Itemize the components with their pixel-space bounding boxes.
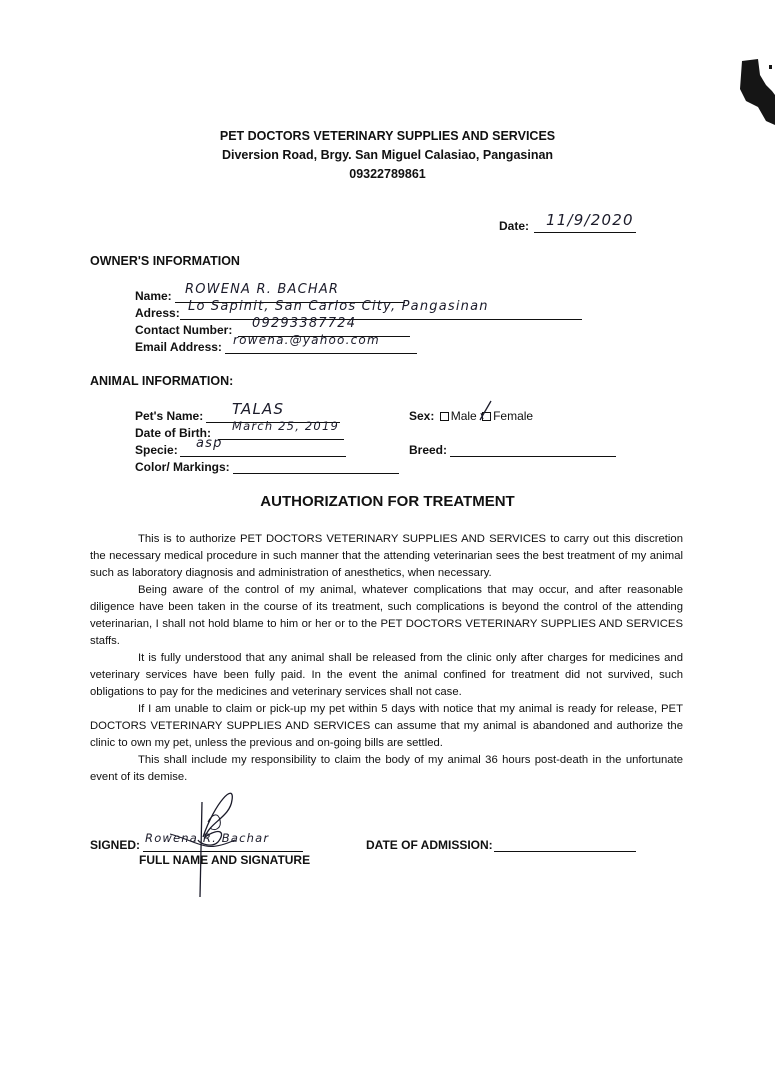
clinic-phone: 09322789861 (349, 167, 426, 181)
breed-field[interactable] (450, 441, 616, 457)
owner-name-label: Name: (135, 289, 172, 303)
pet-name-value: TALAS (232, 400, 285, 418)
owner-address-field[interactable] (180, 299, 582, 320)
sex-male-label: Male (450, 409, 477, 423)
specie-label: Specie: (135, 443, 178, 457)
owner-email-value: rowena.@yahoo.com (233, 333, 380, 347)
sex-group (409, 409, 533, 423)
auth-paragraph-3 (90, 650, 683, 701)
signed-label: SIGNED: (90, 838, 141, 852)
date-value: 11/9/2020 (546, 211, 634, 229)
signature-caption: FULL NAME AND SIGNATURE (139, 853, 311, 867)
pet-name-label: Pet's Name: (135, 409, 204, 423)
specie-value: asp (196, 436, 223, 451)
clinic-address: Diversion Road, Brgy. San Miguel Calasiao, Pangasinan (221, 148, 554, 162)
admission-field[interactable] (494, 836, 636, 852)
admission-label: DATE OF ADMISSION: (366, 838, 493, 852)
auth-paragraph-4 (90, 701, 683, 752)
color-label: Color/ Markings: (135, 460, 230, 474)
dob-value: March 25, 2019 (232, 419, 339, 433)
authorization-title: AUTHORIZATION FOR TREATMENT (260, 493, 515, 510)
auth-paragraph-1-text: This is to authorize PET DOCTORS VETERINARY SUPPLIES AND SERVICES to carry out this discretion the necessary medical procedure in such manner that the attending veterinarian sees the best treatment of my animal such as laboratory diagnosis and administration of anesthetics, when necessary. (90, 533, 683, 579)
date-label: Date: (499, 219, 530, 233)
signed-name-value: Rowena R. Bachar (145, 831, 270, 845)
animal-heading: ANIMAL INFORMATION: (90, 374, 234, 388)
owner-address-label: Adress: (135, 306, 180, 320)
signature-scribble-icon (160, 782, 270, 902)
auth-paragraph-1 (90, 531, 683, 582)
sex-female-label: Female (493, 409, 534, 423)
owner-heading: OWNER'S INFORMATION (90, 254, 240, 268)
owner-email-field[interactable] (225, 333, 417, 354)
sex-label: Sex: (409, 409, 435, 423)
scan-artifact-icon (732, 55, 775, 125)
owner-name-value: ROWENA R. BACHAR (185, 282, 340, 297)
dob-label: Date of Birth: (135, 426, 211, 440)
clinic-name: PET DOCTORS VETERINARY SUPPLIES AND SERVICES (219, 129, 556, 143)
specie-field[interactable] (180, 436, 346, 457)
auth-paragraph-2-text: Being aware of the control of my animal, whatever complications that may occur, and after reasonable diligence have been taken in the course of its treatment, such complications is beyond the control of the attending veterinarian, I shall not hold blame to him or her or to the PET DOCTORS VETERINARY SUPPLIES AND SERVICES staffs. (90, 584, 683, 647)
auth-paragraph-5-text: This shall include my responsibility to claim the body of my animal 36 hours post-death in the unfortunate event of its demise. (90, 754, 683, 783)
auth-paragraph-4-text: If I am unable to claim or pick-up my pet within 5 days with notice that my animal is ready for release, PET DOCTORS VETERINARY SUPPLIES AND SERVICES can assume that my animal is abandoned and authorize the clinic to own my pet, unless the previous and on-going bills are settled. (90, 703, 683, 749)
owner-contact-label: Contact Number: (135, 323, 233, 337)
sex-male-checkbox[interactable] (440, 412, 449, 421)
date-field[interactable] (534, 211, 636, 233)
auth-paragraph-3-text: It is fully understood that any animal shall be released from the clinic only after charges for medicines and veterinary services have been fully paid. In the event the animal confined for treatment did not survived, such obligations to pay for the medicines and veterinary services shall not case. (90, 652, 683, 698)
dob-field[interactable] (218, 419, 344, 440)
owner-contact-value: 09293387724 (252, 316, 357, 331)
color-field[interactable] (233, 458, 399, 474)
owner-address-value: Lo Sapinit, San Carlos City, Pangasinan (188, 299, 489, 314)
auth-paragraph-5 (90, 752, 683, 786)
auth-paragraph-2 (90, 582, 683, 650)
check-mark-icon (479, 400, 493, 422)
breed-label: Breed: (409, 443, 448, 457)
owner-email-label: Email Address: (135, 340, 222, 354)
